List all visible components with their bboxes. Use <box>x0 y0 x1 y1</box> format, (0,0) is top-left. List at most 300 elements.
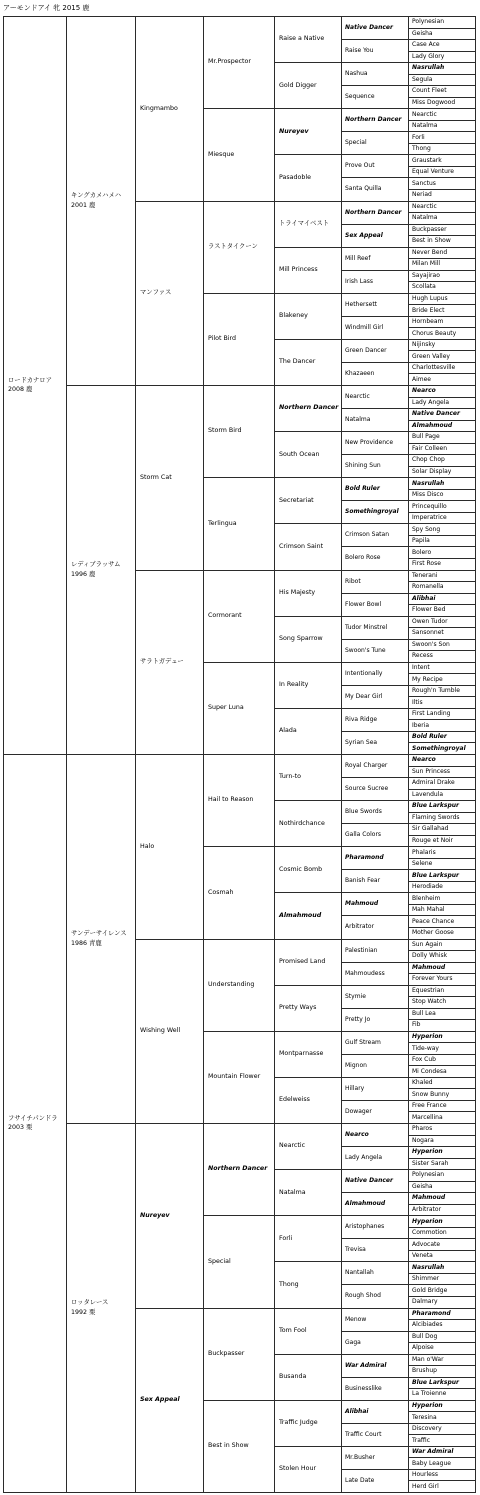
ancestor-gen7 <box>409 1054 476 1066</box>
ancestor-name: Free France <box>412 1102 447 1110</box>
ancestor-name: Never Bend <box>412 248 448 256</box>
ancestor-gen7 <box>409 789 476 801</box>
ancestor-name: Hyperion <box>412 1033 443 1041</box>
ancestor-gen7 <box>409 409 476 421</box>
ancestor-name: Prove Out <box>345 162 375 170</box>
ancestor-name: Selene <box>412 860 433 868</box>
ancestor-name: Nasrullah <box>412 479 445 487</box>
ancestor-gen7 <box>409 547 476 559</box>
ancestor-gen7 <box>409 362 476 374</box>
ancestor-name: Lady Angela <box>345 1154 383 1162</box>
ancestor-name: Banish Fear <box>345 877 381 885</box>
ancestor-name: Chop Chop <box>412 456 445 464</box>
ancestor-gen6 <box>342 478 409 501</box>
ancestor-name: Buckpasser <box>412 225 447 233</box>
ancestor-gen7 <box>409 259 476 271</box>
ancestor-gen6 <box>342 524 409 547</box>
ancestor-name: Iberia <box>412 721 430 729</box>
ancestor-gen7 <box>409 962 476 974</box>
ancestor-name: Pharos <box>412 1125 433 1133</box>
ancestor-gen2 <box>67 755 136 1124</box>
ancestor-name: His Majesty <box>279 588 316 596</box>
ancestor-gen7 <box>409 236 476 248</box>
ancestor-gen6 <box>342 432 409 455</box>
ancestor-gen5 <box>275 63 342 109</box>
ancestor-name: Bold Ruler <box>345 485 380 493</box>
ancestor-gen7 <box>409 1112 476 1124</box>
ancestor-gen3 <box>136 939 204 1124</box>
ancestor-gen7 <box>409 904 476 916</box>
ancestor-name: First Rose <box>412 560 441 568</box>
ancestor-name: Fox Cub <box>412 1056 436 1064</box>
ancestor-gen7 <box>409 1170 476 1182</box>
ancestor-name: サラトガデュー <box>140 658 184 666</box>
ancestor-gen7 <box>409 708 476 720</box>
ancestor-gen6 <box>342 778 409 801</box>
ancestor-gen7 <box>409 178 476 190</box>
ancestor-name: Sun Princess <box>412 767 451 775</box>
ancestor-gen7 <box>409 674 476 686</box>
ancestor-name: Royal Charger <box>345 762 388 770</box>
ancestor-gen6 <box>342 755 409 778</box>
ancestor-gen7 <box>409 397 476 409</box>
ancestor-gen7 <box>409 1158 476 1170</box>
ancestor-name: Rouge et Noir <box>412 836 454 844</box>
ancestor-gen7 <box>409 351 476 363</box>
ancestor-name: Trevisa <box>345 1246 366 1254</box>
ancestor-name: Blue Larkspur <box>412 871 459 879</box>
ancestor-gen6 <box>342 1124 409 1147</box>
ancestor-gen7 <box>409 1343 476 1355</box>
ancestor-name: Mountain Flower <box>208 1073 261 1081</box>
ancestor-gen6 <box>342 293 409 316</box>
ancestor-gen7 <box>409 1089 476 1101</box>
ancestor-gen5 <box>275 985 342 1031</box>
ancestor-gen6 <box>342 1446 409 1469</box>
ancestor-name: Mr.Prospector <box>208 58 251 66</box>
ancestor-name: In Reality <box>279 681 309 689</box>
ancestor-gen7 <box>409 1239 476 1251</box>
ancestor-name: ロードカナロア <box>8 376 52 384</box>
ancestor-name: Segula <box>412 75 433 83</box>
ancestor-name: Dolly Whisk <box>412 952 448 960</box>
ancestor-name: Hornbeam <box>412 318 444 326</box>
ancestor-name: Crimson Satan <box>345 531 389 539</box>
ancestor-year-color: 1996 鹿 <box>71 570 96 578</box>
ancestor-gen6 <box>342 801 409 824</box>
ancestor-name: Owen Tudor <box>412 617 448 625</box>
ancestor-name: Mill Reef <box>345 254 371 262</box>
ancestor-name: Best in Show <box>412 237 451 245</box>
ancestor-name: Intent <box>412 664 430 672</box>
ancestor-name: Blue Swords <box>345 808 382 816</box>
ancestor-gen7 <box>409 812 476 824</box>
ancestor-name: Wishing Well <box>140 1027 181 1035</box>
ancestor-gen7 <box>409 824 476 836</box>
ancestor-name: Nijinsky <box>412 341 436 349</box>
ancestor-name: Stymie <box>345 992 366 1000</box>
ancestor-gen5 <box>275 17 342 63</box>
ancestor-name: Arbitrator <box>345 923 375 931</box>
ancestor-gen7 <box>409 155 476 167</box>
ancestor-gen4 <box>204 847 275 939</box>
ancestor-name: Gold Digger <box>279 81 317 89</box>
ancestor-name: Neriad <box>412 191 432 199</box>
ancestor-gen2 <box>67 386 136 755</box>
ancestor-name: Brushup <box>412 1367 437 1375</box>
ancestor-gen5 <box>275 1308 342 1354</box>
pedigree-row <box>4 386 476 398</box>
ancestor-gen4 <box>204 939 275 1031</box>
ancestor-gen6 <box>342 1147 409 1170</box>
ancestor-name: Advocate <box>412 1240 441 1248</box>
ancestor-name: Nantallah <box>345 1269 374 1277</box>
ancestor-name: Song Sparrow <box>279 635 323 643</box>
ancestor-name: Northern Dancer <box>345 116 402 124</box>
ancestor-name: Thong <box>412 145 431 153</box>
ancestor-name: Crimson Saint <box>279 542 324 550</box>
ancestor-name: Understanding <box>208 980 255 988</box>
ancestor-gen5 <box>275 386 342 432</box>
ancestor-name: Source Sucree <box>345 785 389 793</box>
ancestor-gen6 <box>342 201 409 224</box>
ancestor-name: Nearco <box>412 756 436 764</box>
ancestor-gen5 <box>275 524 342 570</box>
ancestor-name: Northern Dancer <box>279 404 339 412</box>
ancestor-gen6 <box>342 40 409 63</box>
ancestor-gen7 <box>409 801 476 813</box>
ancestor-gen3 <box>136 755 204 940</box>
ancestor-name: Bride Elect <box>412 306 445 314</box>
ancestor-name: キングカメハメハ <box>71 192 122 200</box>
ancestor-name: Almahmoud <box>279 911 322 919</box>
ancestor-gen7 <box>409 743 476 755</box>
ancestor-name: Bull Lea <box>412 1009 436 1017</box>
ancestor-gen3 <box>136 1308 204 1493</box>
ancestor-gen6 <box>342 1400 409 1423</box>
ancestor-gen7 <box>409 1446 476 1458</box>
ancestor-gen2 <box>67 1124 136 1493</box>
ancestor-name: Mi Condesa <box>412 1067 447 1075</box>
ancestor-name: Northern Dancer <box>208 1165 268 1173</box>
ancestor-gen7 <box>409 651 476 663</box>
ancestor-name: Windmill Girl <box>345 323 384 331</box>
ancestor-gen6 <box>342 708 409 731</box>
ancestor-name: Hugh Lupus <box>412 295 448 303</box>
ancestor-name: Mahmoud <box>412 1194 446 1202</box>
ancestor-gen6 <box>342 639 409 662</box>
ancestor-gen5 <box>275 1216 342 1262</box>
ancestor-gen7 <box>409 420 476 432</box>
ancestor-name: Ribot <box>345 577 361 585</box>
ancestor-name: Flower Bed <box>412 606 446 614</box>
ancestor-name: Blue Larkspur <box>412 1378 459 1386</box>
ancestor-gen5 <box>275 708 342 754</box>
ancestor-name: Nureyev <box>140 1211 170 1219</box>
ancestor-name: Sayajirao <box>412 271 440 279</box>
ancestor-gen7 <box>409 939 476 951</box>
ancestor-gen4 <box>204 1031 275 1123</box>
ancestor-gen6 <box>342 224 409 247</box>
ancestor-name: Nearco <box>412 387 436 395</box>
ancestor-name: Miesque <box>208 150 235 158</box>
ancestor-gen7 <box>409 213 476 225</box>
ancestor-name: Businesslike <box>345 1384 382 1392</box>
ancestor-gen4 <box>204 1124 275 1216</box>
ancestor-name: Rough Shod <box>345 1292 381 1300</box>
ancestor-gen7 <box>409 893 476 905</box>
ancestor-gen5 <box>275 339 342 385</box>
ancestor-name: Cosmah <box>208 888 234 896</box>
ancestor-name: Count Fleet <box>412 87 447 95</box>
ancestor-name: Nearctic <box>345 393 370 401</box>
ancestor-name: Hail to Reason <box>208 796 254 804</box>
ancestor-name: War Admiral <box>345 1361 387 1369</box>
ancestor-gen7 <box>409 951 476 963</box>
ancestor-name: Mother Goose <box>412 929 454 937</box>
ancestor-gen6 <box>342 17 409 40</box>
ancestor-name: Tenerani <box>412 571 438 579</box>
ancestor-name: ラストタイクーン <box>208 242 258 250</box>
ancestor-name: Mr.Busher <box>345 1453 376 1461</box>
ancestor-name: Special <box>208 1257 231 1265</box>
ancestor-name: Marcellina <box>412 1113 443 1121</box>
ancestor-gen6 <box>342 1054 409 1077</box>
ancestor-gen6 <box>342 178 409 201</box>
ancestor-gen7 <box>409 1435 476 1447</box>
ancestor-gen7 <box>409 881 476 893</box>
ancestor-name: Iltis <box>412 698 423 706</box>
ancestor-name: Miss Disco <box>412 491 444 499</box>
ancestor-name: Nearco <box>345 1131 369 1139</box>
ancestor-gen7 <box>409 997 476 1009</box>
pedigree-row <box>4 1124 476 1136</box>
ancestor-gen6 <box>342 616 409 639</box>
ancestor-gen6 <box>342 662 409 685</box>
ancestor-name: フサイチパンドラ <box>8 1114 58 1122</box>
ancestor-name: Solar Display <box>412 467 452 475</box>
ancestor-gen7 <box>409 1008 476 1020</box>
ancestor-gen6 <box>342 1170 409 1193</box>
ancestor-gen7 <box>409 143 476 155</box>
ancestor-name: Sister Sarah <box>412 1159 449 1167</box>
ancestor-name: Hethersett <box>345 300 378 308</box>
ancestor-gen7 <box>409 1354 476 1366</box>
ancestor-gen7 <box>409 639 476 651</box>
ancestor-name: Green Dancer <box>345 346 387 354</box>
ancestor-gen5 <box>275 1262 342 1308</box>
ancestor-name: Equestrian <box>412 986 445 994</box>
ancestor-gen7 <box>409 927 476 939</box>
ancestor-name: Herd Girl <box>412 1482 439 1490</box>
ancestor-gen4 <box>204 1400 275 1492</box>
ancestor-name: Turn-to <box>279 773 301 781</box>
ancestor-name: Sansonnet <box>412 629 444 637</box>
ancestor-gen7 <box>409 328 476 340</box>
ancestor-name: Geisha <box>412 29 433 37</box>
ancestor-gen7 <box>409 524 476 536</box>
ancestor-gen5 <box>275 847 342 893</box>
ancestor-gen5 <box>275 201 342 247</box>
ancestor-name: Pilot Bird <box>208 335 237 343</box>
ancestor-name: Arbitrator <box>412 1205 442 1213</box>
ancestor-name: Sex Appeal <box>345 231 383 239</box>
ancestor-name: Santa Quilla <box>345 185 382 193</box>
ancestor-gen6 <box>342 1308 409 1331</box>
ancestor-name: Traffic Judge <box>279 1419 318 1427</box>
ancestor-gen5 <box>275 616 342 662</box>
ancestor-gen5 <box>275 478 342 524</box>
ancestor-gen7 <box>409 339 476 351</box>
ancestor-gen3 <box>136 1124 204 1309</box>
ancestor-gen6 <box>342 593 409 616</box>
ancestor-name: Alada <box>279 727 297 735</box>
ancestor-name: Best in Show <box>208 1442 249 1450</box>
ancestor-gen5 <box>275 1354 342 1400</box>
ancestor-gen6 <box>342 155 409 178</box>
ancestor-name: Gold Bridge <box>412 1286 448 1294</box>
ancestor-gen7 <box>409 778 476 790</box>
ancestor-gen4 <box>204 386 275 478</box>
ancestor-gen5 <box>275 939 342 985</box>
ancestor-name: First Landing <box>412 710 451 718</box>
ancestor-name: Cosmic Bomb <box>279 865 323 873</box>
ancestor-name: Traffic Court <box>345 1430 382 1438</box>
ancestor-gen7 <box>409 120 476 132</box>
ancestor-name: Nothirdchance <box>279 819 325 827</box>
ancestor-gen7 <box>409 1250 476 1262</box>
ancestor-name: Mahmoud <box>412 963 446 971</box>
ancestor-gen5 <box>275 293 342 339</box>
ancestor-name: Blue Larkspur <box>412 802 459 810</box>
ancestor-gen6 <box>342 1239 409 1262</box>
ancestor-gen7 <box>409 1377 476 1389</box>
ancestor-gen6 <box>342 685 409 708</box>
ancestor-gen7 <box>409 1216 476 1228</box>
ancestor-gen5 <box>275 1124 342 1170</box>
ancestor-gen7 <box>409 166 476 178</box>
ancestor-name: Tom Fool <box>279 1326 307 1334</box>
ancestor-name: Super Luna <box>208 704 244 712</box>
ancestor-gen4 <box>204 570 275 662</box>
ancestor-gen5 <box>275 755 342 801</box>
ancestor-name: Tide-way <box>412 1044 439 1052</box>
ancestor-name: Shimmer <box>412 1275 440 1283</box>
ancestor-gen6 <box>342 1354 409 1377</box>
ancestor-name: Promised Land <box>279 957 326 965</box>
ancestor-gen6 <box>342 1285 409 1308</box>
ancestor-name: Menow <box>345 1315 367 1323</box>
ancestor-gen6 <box>342 1331 409 1354</box>
ancestor-gen7 <box>409 1020 476 1032</box>
ancestor-gen7 <box>409 305 476 317</box>
ancestor-name: Snow Bunny <box>412 1090 450 1098</box>
pedigree-table <box>3 16 476 1493</box>
ancestor-gen7 <box>409 697 476 709</box>
ancestor-name: Palestinian <box>345 946 378 954</box>
ancestor-gen4 <box>204 1308 275 1400</box>
ancestor-name: Sun Again <box>412 940 443 948</box>
ancestor-name: Tudor Minstrel <box>345 623 388 631</box>
ancestor-gen4 <box>204 662 275 754</box>
ancestor-gen7 <box>409 74 476 86</box>
ancestor-name: Nearctic <box>412 110 437 118</box>
ancestor-name: New Providence <box>345 439 394 447</box>
ancestor-gen7 <box>409 17 476 29</box>
ancestor-gen4 <box>204 1216 275 1308</box>
ancestor-name: Swoon's Tune <box>345 646 386 654</box>
ancestor-gen7 <box>409 1469 476 1481</box>
ancestor-gen5 <box>275 801 342 847</box>
ancestor-name: Flower Bowl <box>345 600 382 608</box>
ancestor-gen7 <box>409 316 476 328</box>
ancestor-name: Somethingroyal <box>345 508 399 516</box>
ancestor-name: Green Valley <box>412 352 450 360</box>
ancestor-gen7 <box>409 1296 476 1308</box>
ancestor-gen7 <box>409 1227 476 1239</box>
ancestor-gen6 <box>342 916 409 939</box>
ancestor-gen7 <box>409 605 476 617</box>
ancestor-name: Galla Colors <box>345 831 382 839</box>
ancestor-name: Raise You <box>345 47 374 55</box>
ancestor-name: Baby League <box>412 1459 451 1467</box>
ancestor-name: Nasrullah <box>412 1263 445 1271</box>
ancestor-name: Nashua <box>345 70 368 78</box>
ancestor-gen6 <box>342 1031 409 1054</box>
ancestor-gen7 <box>409 109 476 121</box>
ancestor-gen5 <box>275 893 342 939</box>
ancestor-name: マンファス <box>140 289 172 297</box>
ancestor-name: Miss Dogwood <box>412 98 456 106</box>
ancestor-gen5 <box>275 570 342 616</box>
ancestor-name: Fair Colleen <box>412 444 447 452</box>
ancestor-name: Bold Ruler <box>412 733 447 741</box>
ancestor-name: Pharamond <box>412 1309 451 1317</box>
ancestor-name: Stolen Hour <box>279 1465 317 1473</box>
ancestor-gen3 <box>136 386 204 571</box>
ancestor-name: ロッタレース <box>71 1299 109 1307</box>
ancestor-name: Recess <box>412 652 433 660</box>
ancestor-year-color: 2008 鹿 <box>8 386 33 393</box>
ancestor-gen5 <box>275 662 342 708</box>
ancestor-name: Storm Cat <box>140 473 172 481</box>
ancestor-gen7 <box>409 247 476 259</box>
ancestor-name: Geisha <box>412 1182 433 1190</box>
ancestor-gen1 <box>4 17 67 755</box>
ancestor-gen7 <box>409 570 476 582</box>
ancestor-name: My Dear Girl <box>345 692 383 700</box>
ancestor-name: Thong <box>279 1280 299 1288</box>
ancestor-gen7 <box>409 628 476 640</box>
ancestor-name: Montparnasse <box>279 1050 324 1058</box>
ancestor-gen4 <box>204 109 275 201</box>
ancestor-gen6 <box>342 455 409 478</box>
ancestor-name: Alibhai <box>345 1407 369 1415</box>
ancestor-name: Stop Watch <box>412 998 447 1006</box>
ancestor-year-color: 1992 栗 <box>71 1308 96 1316</box>
ancestor-name: レディブラッサム <box>71 561 121 569</box>
ancestor-gen7 <box>409 1135 476 1147</box>
ancestor-gen6 <box>342 1077 409 1100</box>
ancestor-name: Gaga <box>345 1338 361 1346</box>
ancestor-name: War Admiral <box>412 1448 454 1456</box>
ancestor-gen6 <box>342 985 409 1008</box>
page-title: アーモンドアイ 牝 2015 鹿 <box>3 4 90 12</box>
ancestor-gen6 <box>342 1423 409 1446</box>
ancestor-name: Bull Page <box>412 433 440 441</box>
ancestor-gen6 <box>342 1469 409 1492</box>
ancestor-name: トライマイベスト <box>279 219 330 227</box>
